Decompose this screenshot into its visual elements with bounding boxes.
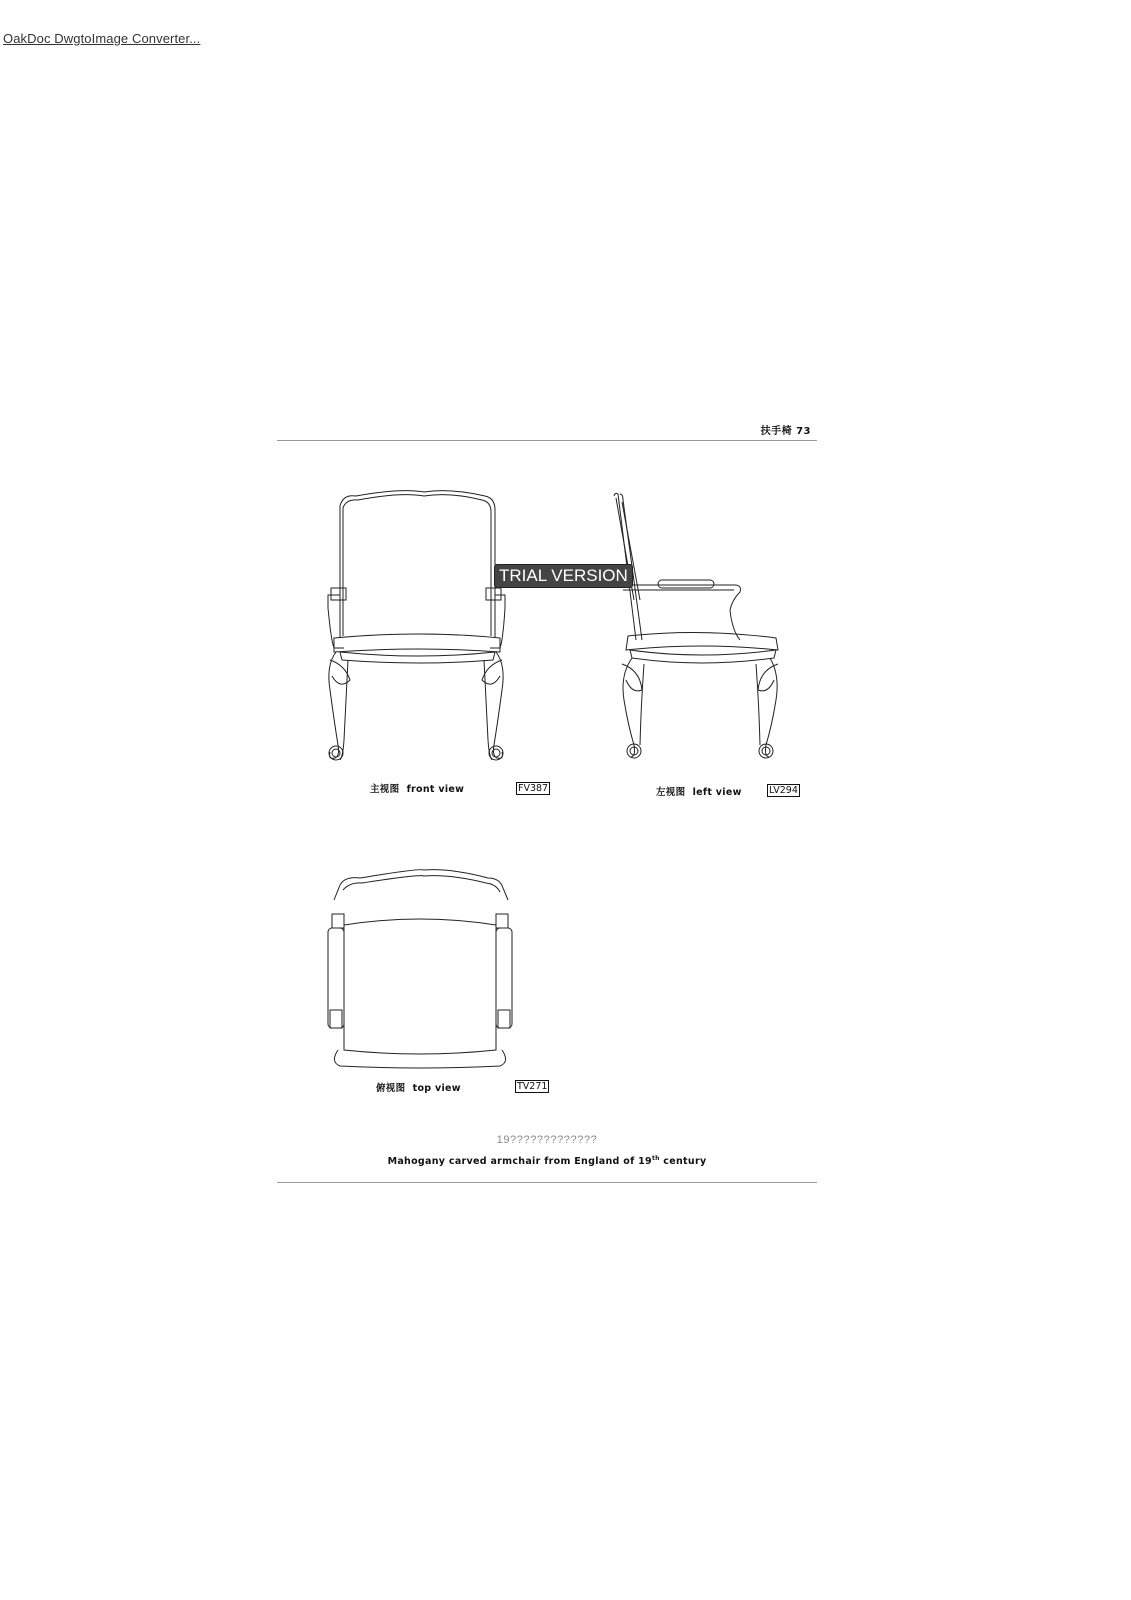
front-view-label: 主视图 front view: [370, 784, 465, 795]
caption-chinese: 19?????????????: [496, 1134, 598, 1146]
footer-divider: [277, 1182, 817, 1183]
top-view-code: TV271: [517, 1081, 548, 1092]
left-view-label: 左视图 left view: [656, 787, 742, 798]
left-view-drawing: [614, 493, 778, 758]
front-view-drawing: [328, 491, 505, 760]
caption-superscript: th: [651, 1155, 660, 1162]
top-view-label: 俯视图 top view: [376, 1083, 461, 1094]
converter-watermark-link[interactable]: OakDoc DwgtoImage Converter...: [3, 31, 201, 46]
front-view-code: FV387: [518, 783, 549, 794]
caption-english: [277, 1155, 817, 1167]
left-view-code: LV294: [769, 785, 798, 796]
page-header: 扶手椅 73: [760, 426, 811, 437]
top-view-drawing: [328, 870, 512, 1068]
caption-english-prefix: Mahogany carved armchair from England of 19: [387, 1156, 652, 1168]
caption-english-suffix: century: [659, 1156, 707, 1168]
trial-version-banner: TRIAL VERSION: [494, 564, 633, 588]
